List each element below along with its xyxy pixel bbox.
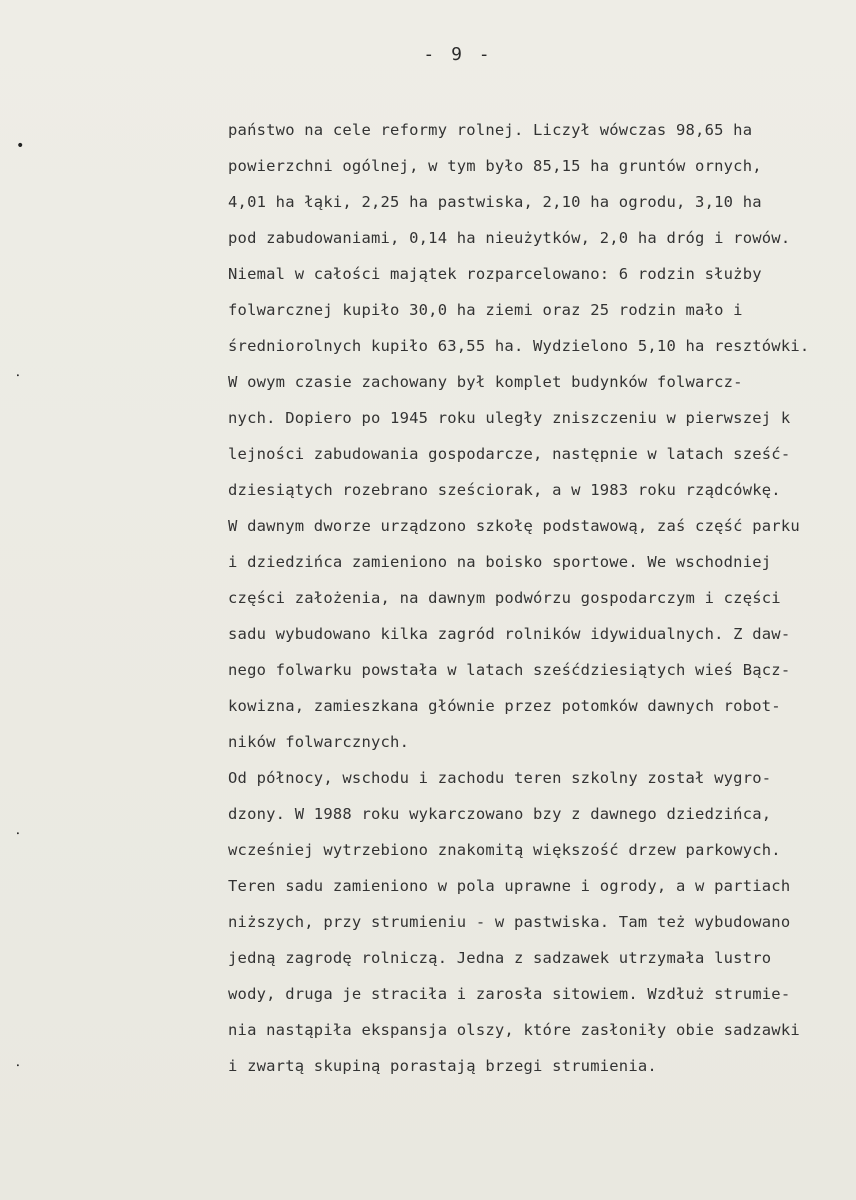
- text-line: jedną zagrodę rolniczą. Jedna z sadzawek utrzymała lustro: [228, 949, 772, 967]
- text-line: państwo na cele reformy rolnej. Liczył wówczas 98,65 ha: [228, 121, 753, 139]
- text-line: W owym czasie zachowany był komplet budynków folwarcz-: [228, 373, 743, 391]
- text-line: i dziedzińca zamieniono na boisko sportowe. We wschodniej: [228, 553, 772, 571]
- text-line: 4,01 ha łąki, 2,25 ha pastwiska, 2,10 ha ogrodu, 3,10 ha: [228, 193, 762, 211]
- text-line: pod zabudowaniami, 0,14 ha nieużytków, 2,0 ha dróg i rowów.: [228, 229, 791, 247]
- margin-mark: ⸱: [16, 1058, 20, 1074]
- body-text: [228, 112, 856, 1084]
- text-line: Teren sadu zamieniono w pola uprawne i ogrody, a w partiach: [228, 877, 791, 895]
- text-line: Od północy, wschodu i zachodu teren szkolny został wygro-: [228, 769, 772, 787]
- page-number: - 9 -: [423, 44, 493, 65]
- text-line: sadu wybudowano kilka zagród rolników idywidualnych. Z daw-: [228, 625, 791, 643]
- text-line: dzony. W 1988 roku wykarczowano bzy z dawnego dziedzińca,: [228, 805, 772, 823]
- text-line: lejności zabudowania gospodarcze, następnie w latach sześć-: [228, 445, 791, 463]
- text-line: nia nastąpiła ekspansja olszy, które zasłoniły obie sadzawki: [228, 1021, 800, 1039]
- text-line: i zwartą skupiną porastają brzegi strumienia.: [228, 1057, 657, 1075]
- text-line: folwarcznej kupiło 30,0 ha ziemi oraz 25 rodzin mało i: [228, 301, 743, 319]
- text-line: nych. Dopiero po 1945 roku uległy zniszczeniu w pierwszej k: [228, 409, 791, 427]
- text-line: dziesiątych rozebrano sześciorak, a w 1983 roku rządcówkę.: [228, 481, 781, 499]
- text-line: Niemal w całości majątek rozparcelowano: 6 rodzin służby: [228, 265, 762, 283]
- text-line: średniorolnych kupiło 63,55 ha. Wydzielono 5,10 ha resztówki.: [228, 337, 810, 355]
- text-line: nego folwarku powstała w latach sześćdziesiątych wieś Bącz-: [228, 661, 791, 679]
- text-line: niższych, przy strumieniu - w pastwiska. Tam też wybudowano: [228, 913, 791, 931]
- text-line: wody, druga je straciła i zarosła sitowiem. Wzdłuż strumie-: [228, 985, 791, 1003]
- text-line: powierzchni ogólnej, w tym było 85,15 ha gruntów ornych,: [228, 157, 762, 175]
- margin-mark: ⸱: [16, 368, 20, 384]
- margin-mark: ⸱: [16, 826, 20, 842]
- text-line: W dawnym dworze urządzono szkołę podstawową, zaś część parku: [228, 517, 800, 535]
- text-line: ników folwarcznych.: [228, 733, 410, 751]
- text-line: części założenia, na dawnym podwórzu gospodarczym i części: [228, 589, 781, 607]
- text-line: kowizna, zamieszkana głównie przez potomków dawnych robot-: [228, 697, 781, 715]
- margin-mark: •: [16, 138, 25, 154]
- text-line: wcześniej wytrzebiono znakomitą większość drzew parkowych.: [228, 841, 781, 859]
